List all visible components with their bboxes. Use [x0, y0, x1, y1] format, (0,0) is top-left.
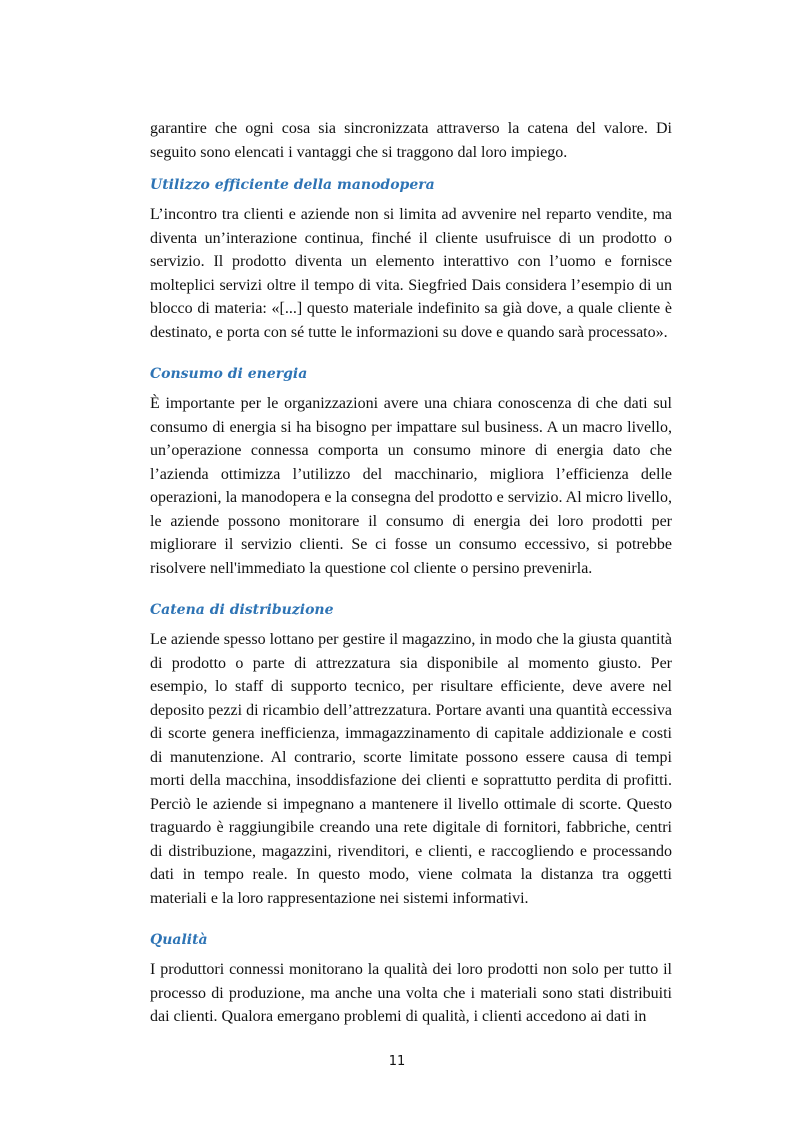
section-body-qualita: I produttori connessi monitorano la qualità dei loro prodotti non solo per tutto il processo di produzione, ma anche una volta che i materiali sono stati distribuiti dai clienti. Qualora emergano problemi di qualità, i clienti accedono ai dati in [150, 961, 672, 1025]
intro-paragraph: garantire che ogni cosa sia sincronizzata attraverso la catena del valore. Di seguito sono elencati i vantaggi che si traggono dal loro impiego. [150, 120, 672, 161]
section-heading-qualita: Qualità [150, 932, 208, 948]
section-body-manodopera: L’incontro tra clienti e aziende non si limita ad avvenire nel reparto vendite, ma diventa un’interazione continua, finché il cliente usufruisce di un prodotto o servizio. Il prodotto diventa un elemento interattivo con l’uomo e fornisce molteplici servizi oltre il tempo di vita. Siegfried Dais considera l’esempio di un blocco di materia: «[...] questo materiale indefinito sa già dove, a quale cliente è destinato, e porta con sé tutte le informazioni su dove e quando sarà processato». [150, 206, 672, 341]
section-heading-distribuzione: Catena di distribuzione [150, 602, 334, 618]
section-heading-energia: Consumo di energia [150, 366, 308, 382]
section-body-energia: È importante per le organizzazioni avere una chiara conoscenza di che dati sul consumo di energia si ha bisogno per impattare sul business. A un macro livello, un’operazione connessa comporta un consumo minore di energia dato che l’azienda ottimizza l’utilizzo del macchinario, migliora l’efficienza delle operazioni, la manodopera e la consegna del prodotto e servizio. Al micro livello, le aziende possono monitorare il consumo di energia dei loro prodotti per migliorare il servizio clienti. Se ci fosse un consumo eccessivo, si potrebbe risolvere nell'immediato la questione col cliente o persino prevenirla. [150, 395, 672, 577]
page-number: 11 [388, 1054, 406, 1069]
section-heading-manodopera: Utilizzo efficiente della manodopera [150, 177, 435, 193]
document-page [150, 117, 672, 1029]
section-body-distribuzione: Le aziende spesso lottano per gestire il magazzino, in modo che la giusta quantità di prodotto o parte di attrezzatura sia disponibile al momento giusto. Per esempio, lo staff di supporto tecnico, per risultare efficiente, deve avere nel deposito pezzi di ricambio dell’attrezzatura. Portare avanti una quantità eccessiva di scorte genera inefficienza, immagazzinamento di capitale addizionale e costi di manutenzione. Al contrario, scorte limitate possono essere causa di tempi morti della macchina, insoddisfazione dei clienti e soprattutto perdita di profitti. Perciò le aziende si impegnano a mantenere il livello ottimale di scorte. Questo traguardo è raggiungibile creando una rete digitale di fornitori, fabbriche, centri di distribuzione, magazzini, rivenditori, e clienti, e raccogliendo e processando dati in tempo reale. In questo modo, viene colmata la distanza tra oggetti materiali e la loro rappresentazione nei sistemi informativi. [150, 631, 672, 907]
